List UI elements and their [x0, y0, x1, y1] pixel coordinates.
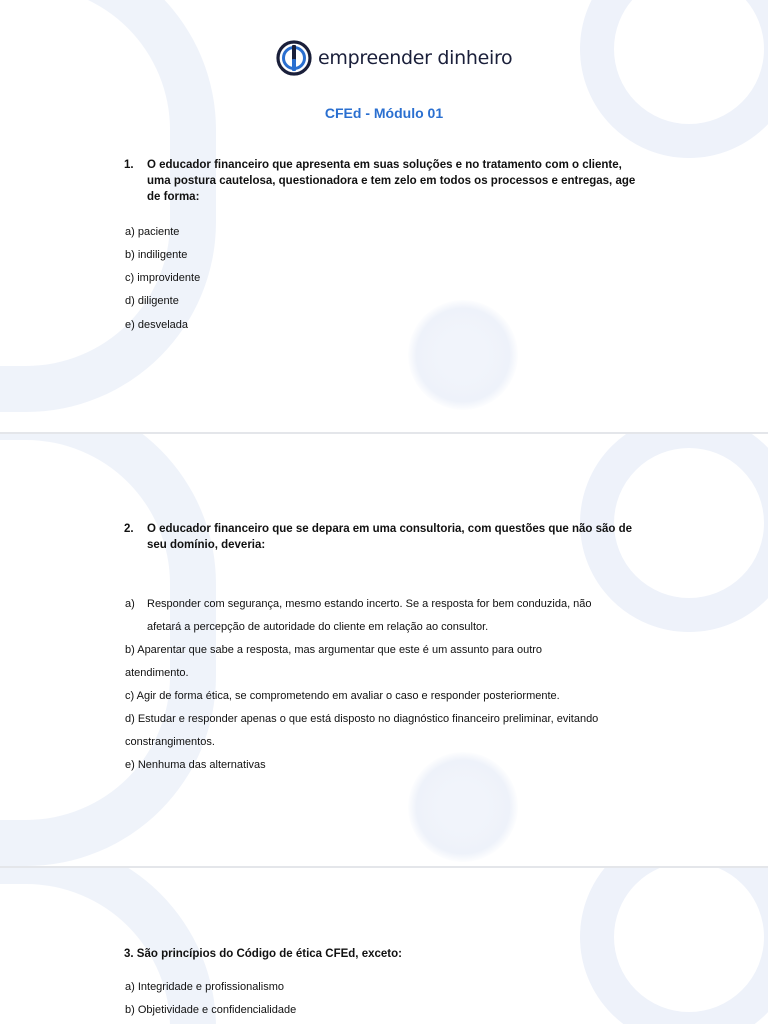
question-2 — [124, 521, 644, 553]
q1-option-b: b) indiligente — [125, 249, 188, 261]
q3-option-a: a) Integridade e profissionalismo — [125, 981, 284, 993]
watermark-arc — [0, 0, 216, 412]
question-number: 2. — [124, 523, 134, 535]
question-3 — [124, 946, 644, 962]
question-text: 3. São princípios do Código de ética CFEd, exceto: — [124, 948, 402, 960]
q2-options — [125, 593, 645, 777]
q2-option-e: e) Nenhuma das alternativas — [125, 759, 266, 771]
question-1 — [124, 157, 644, 205]
option-label: a) — [125, 598, 135, 610]
document-page-1 — [0, 0, 768, 432]
q2-option-b: b) Aparentar que sabe a resposta, mas argumentar que este é um assunto para outro atendimento. — [125, 644, 543, 679]
question-number: 1. — [124, 159, 134, 171]
q1-option-e: e) desvelada — [125, 319, 188, 331]
q1-option-c: c) improvidente — [125, 272, 201, 284]
q2-option-a: a) Responder com segurança, mesmo estando incerto. Se a resposta for bem conduzida, não afetará a percepção de autoridade do cliente em relação ao consultor. — [125, 593, 645, 639]
brand-name: empreender dinheiro — [318, 47, 513, 69]
q1-option-d: d) diligente — [125, 295, 179, 307]
q1-option-a: a) paciente — [125, 226, 180, 238]
watermark-circle — [580, 0, 768, 158]
q3-option-b: b) Objetividade e confidencialidade — [125, 1004, 297, 1016]
brand-logo — [276, 38, 512, 78]
brand-logo-icon — [276, 40, 312, 76]
q2-option-c: c) Agir de forma ética, se comprometendo em avaliar o caso e responder posteriormente. — [125, 690, 560, 702]
document-page-2 — [0, 434, 768, 866]
question-text: O educador financeiro que se depara em uma consultoria, com questões que não são de seu domínio, deveria: — [147, 523, 633, 551]
q2-option-d: d) Estudar e responder apenas o que está disposto no diagnóstico financeiro preliminar, evitando constrangimentos. — [125, 713, 599, 748]
question-text: O educador financeiro que apresenta em suas soluções e no tratamento com o cliente, uma postura cautelosa, questionadora e tem zelo em todos os processos e entregas, age de forma: — [147, 159, 636, 203]
page-title: CFEd - Módulo 01 — [324, 105, 444, 121]
document-page-3 — [0, 868, 768, 1024]
watermark-center — [408, 300, 518, 410]
